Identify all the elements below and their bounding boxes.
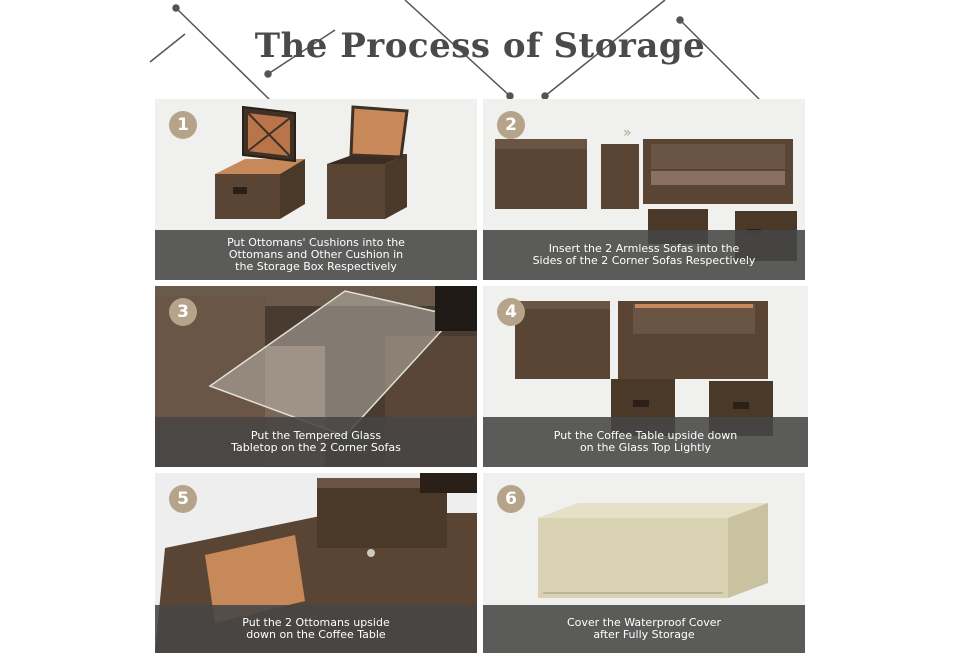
step-caption <box>155 605 477 653</box>
step-panel-1 <box>155 99 477 280</box>
step-panel-2 <box>483 99 805 280</box>
step-caption <box>155 230 477 280</box>
page-title: The Process of Storage <box>254 26 706 66</box>
step-number-badge: 3 <box>169 298 197 326</box>
caption-line: Cover the Waterproof Cover <box>566 616 722 629</box>
step-number-badge: 6 <box>497 485 525 513</box>
step-number-badge: 2 <box>497 111 525 139</box>
step-panel-5 <box>155 473 477 653</box>
svg-text:»: » <box>623 125 632 141</box>
step-caption <box>155 417 477 467</box>
step-caption <box>483 417 808 467</box>
caption-line: Ottomans and Other Cushion in <box>228 248 404 261</box>
step-caption <box>483 605 805 653</box>
caption-line: on the Glass Top Lightly <box>579 441 712 454</box>
caption-line: Tabletop on the 2 Corner Sofas <box>231 441 401 454</box>
step-number-badge: 1 <box>169 111 197 139</box>
caption-line: after Fully Storage <box>593 628 695 641</box>
step-panel-4 <box>483 286 808 467</box>
caption-line: down on the Coffee Table <box>246 628 386 641</box>
caption-line: Put the 2 Ottomans upside <box>242 616 390 629</box>
caption-line: Put the Tempered Glass <box>250 429 382 442</box>
caption-line: Sides of the 2 Corner Sofas Respectively <box>532 254 756 267</box>
step-panel-3 <box>155 286 477 467</box>
caption-line: Put the Coffee Table upside down <box>553 429 738 442</box>
step-panel-6 <box>483 473 805 653</box>
step-number-badge: 4 <box>497 298 525 326</box>
step-number-badge: 5 <box>169 485 197 513</box>
caption-line: Insert the 2 Armless Sofas into the <box>548 242 740 255</box>
caption-line: Put Ottomans' Cushions into the <box>227 236 405 249</box>
caption-line: the Storage Box Respectively <box>235 260 397 273</box>
step-caption <box>483 230 805 280</box>
